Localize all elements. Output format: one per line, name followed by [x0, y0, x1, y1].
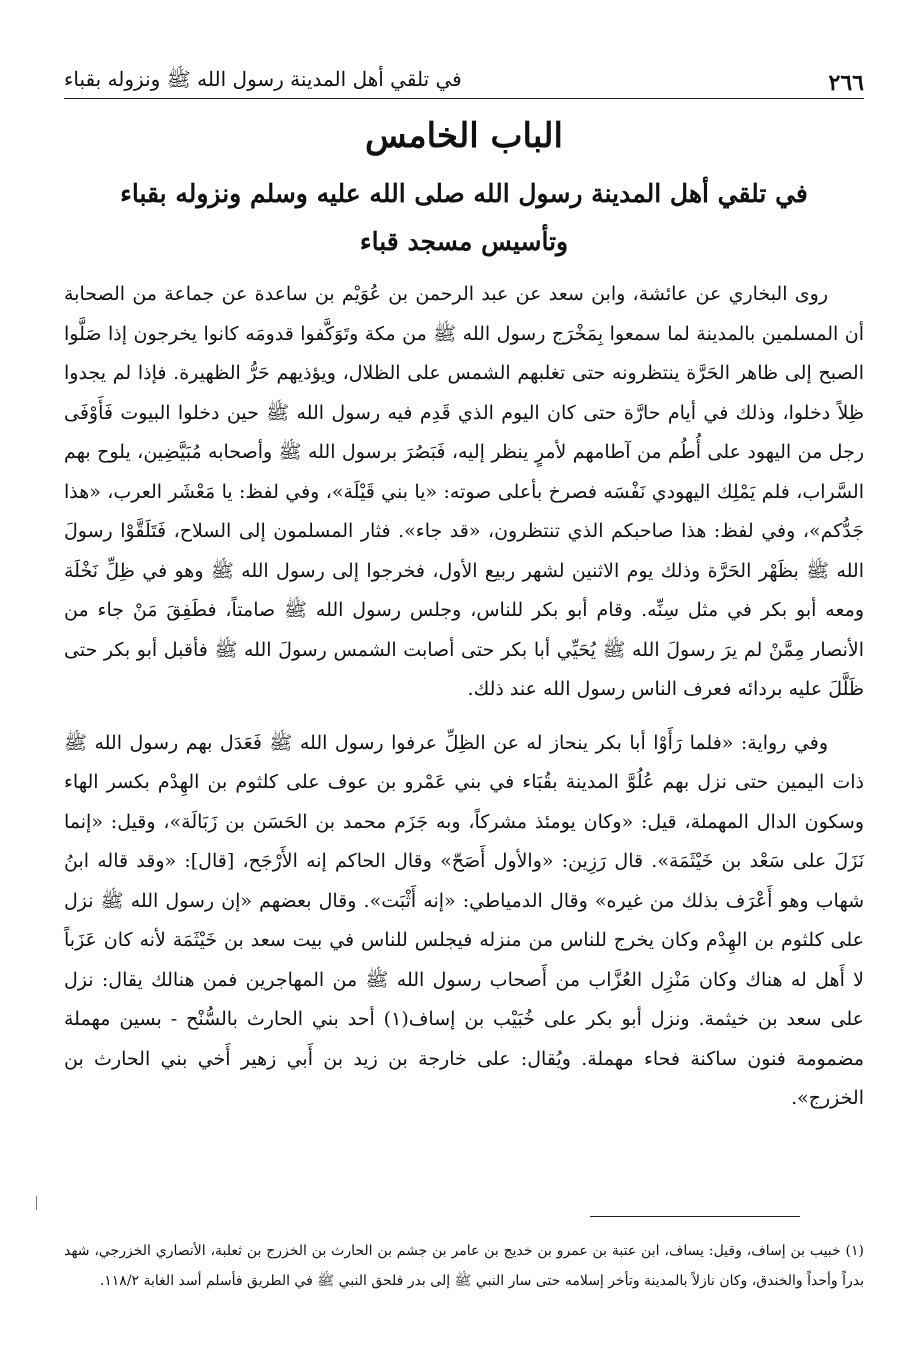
footnote-divider — [590, 1216, 800, 1217]
chapter-subtitle-line-1: في تلقي أهل المدينة رسول الله صلى الله عليه وسلم ونزوله بقباء — [120, 179, 808, 208]
chapter-title: الباب الخامس — [365, 116, 563, 156]
footnote-1: (١) خبيب بن إساف، وقيل: يساف، ابن عتبة بن عمرو بن خديج بن عامر بن جشم بن الحارث بن الخزرج بن ثعلبة، الأنصاري الخزرجي، شهد بدراً وأحداً والخندق، وكان نازلاً بالمدينة وتأخر إسلامه حتى سار النبي ﷺ إلى بدر فلحق النبي ﷺ في الطريق فأسلم أسد الغابة ١١٨/٢. — [64, 1243, 864, 1289]
margin-mark — [36, 1196, 37, 1210]
page-header — [64, 62, 864, 96]
body-text — [64, 275, 864, 1119]
paragraph-2: وفي رواية: «فلما رَأَوْا أبا بكر ينحاز له عن الظِلِّ عرفوا رسول الله ﷺ فَعَدَل بهم رسول الله ﷺ ذات اليمين حتى نزل بهم عُلُوَّ المدينة بقُبَاء في بني عَمْرو بن عوف على كلثوم بن الهِدْم بكسر الهاء وسكون الدال المهملة، قيل: «وكان يومئذ مشركاً، وبه جَزَم محمد بن الحَسَن بن زَبَالَة»، وقيل: «إنما نَزَلَ على سَعْد بن خَيْثَمَة». قال رَزِين: «والأول أَصَحّ» وقال الحاكم إنه الأَرْجَح، [قال]: «وقد قاله ابنُ شهاب وهو أَعْرَف بذلك من غيره» وقال الدمياطي: «إنه أَثْبَت». وقال بعضهم «إن رسول الله ﷺ نزل على كلثوم بن الهِدْم وكان يخرج للناس من منزله فيجلس للناس في بيت سعد بن خَيْثَمَة لأنه كان عَزَباً لا أَهل له هناك وكان مَنْزِل العُزَّاب من أَصحاب رسول الله ﷺ من المهاجرين فمن هنالك يقال: نزل على سعد بن خيثمة. ونزل أبو بكر على خُبَيْب بن إساف(١) أحد بني الحارث بالسُّنْح - بسين مهملة مضمومة فنون ساكنة فحاء مهملة. ويُقال: على خارجة بن زيد بن أَبي زهير أَخي بني الحارث بن الخزرج». — [64, 731, 865, 1109]
paragraph-1: روى البخاري عن عائشة، وابن سعد عن عبد الرحمن بن عُوَيْم بن ساعدة عن جماعة من الصحابة أن المسلمين بالمدينة لما سمعوا بِمَخْرَج رسول الله ﷺ من مكة وتَوَكَّفوا قدومَه كانوا يخرجون إذا صَلَّوا الصبح إلى ظاهر الحَرَّة ينتظرونه حتى تغلبهم الشمس على الظلال، ويؤذيهم حَرُّ الظهيرة. فإذا لم يجدوا ظِلاً دخلوا، وذلك في أيام حارَّة حتى كان اليوم الذي قَدِم فيه رسول الله ﷺ حين دخلوا البيوت فَأَوْفَى رجل من اليهود على أُطُم من آطامهم لأمرٍ ينظر إليه، فَبَصُرَ برسول الله ﷺ وأصحابه مُبَيَّضِين، يلوح بهم السَّراب، فلم يَمْلِك اليهودي نَفْسَه فصرخ بأعلى صوته: «يا بني قَيْلَة»، وفي لفظ: يا مَعْشَر العرب، «هذا جَدُّكم»، وفي لفظ: هذا صاحبكم الذي تنتظرون، «قد جاء». فثار المسلمون إلى السلاح، فَتَلَقَّوْا رسولَ الله ﷺ بظَهْر الحَرَّة وذلك يوم الاثنين لشهر ربيع الأول، فخرجوا إلى رسول الله ﷺ وهو في ظِلِّ نَخْلَة ومعه أبو بكر في مثل سِنِّه. وقام أبو بكر للناس، وجلس رسول الله ﷺ صامتاً، فطَفِقَ مَنْ جاء من الأنصار مِمَّنْ لم يرَ رسولَ الله ﷺ يُحَيِّي أبا بكر حتى أصابت الشمس رسولَ الله ﷺ فأقبل أبو بكر حتى ظَلَّلَ عليه بردائه فعرف الناس رسول الله عند ذلك. — [64, 283, 864, 700]
page-number: ٢٦٦ — [828, 70, 864, 96]
header-divider — [64, 98, 864, 99]
chapter-subtitle — [64, 170, 864, 266]
running-title: في تلقي أهل المدينة رسول الله ﷺ ونزوله بقباء — [64, 67, 462, 91]
footnotes — [64, 1236, 864, 1296]
chapter-subtitle-line-2: وتأسيس مسجد قباء — [359, 227, 569, 256]
